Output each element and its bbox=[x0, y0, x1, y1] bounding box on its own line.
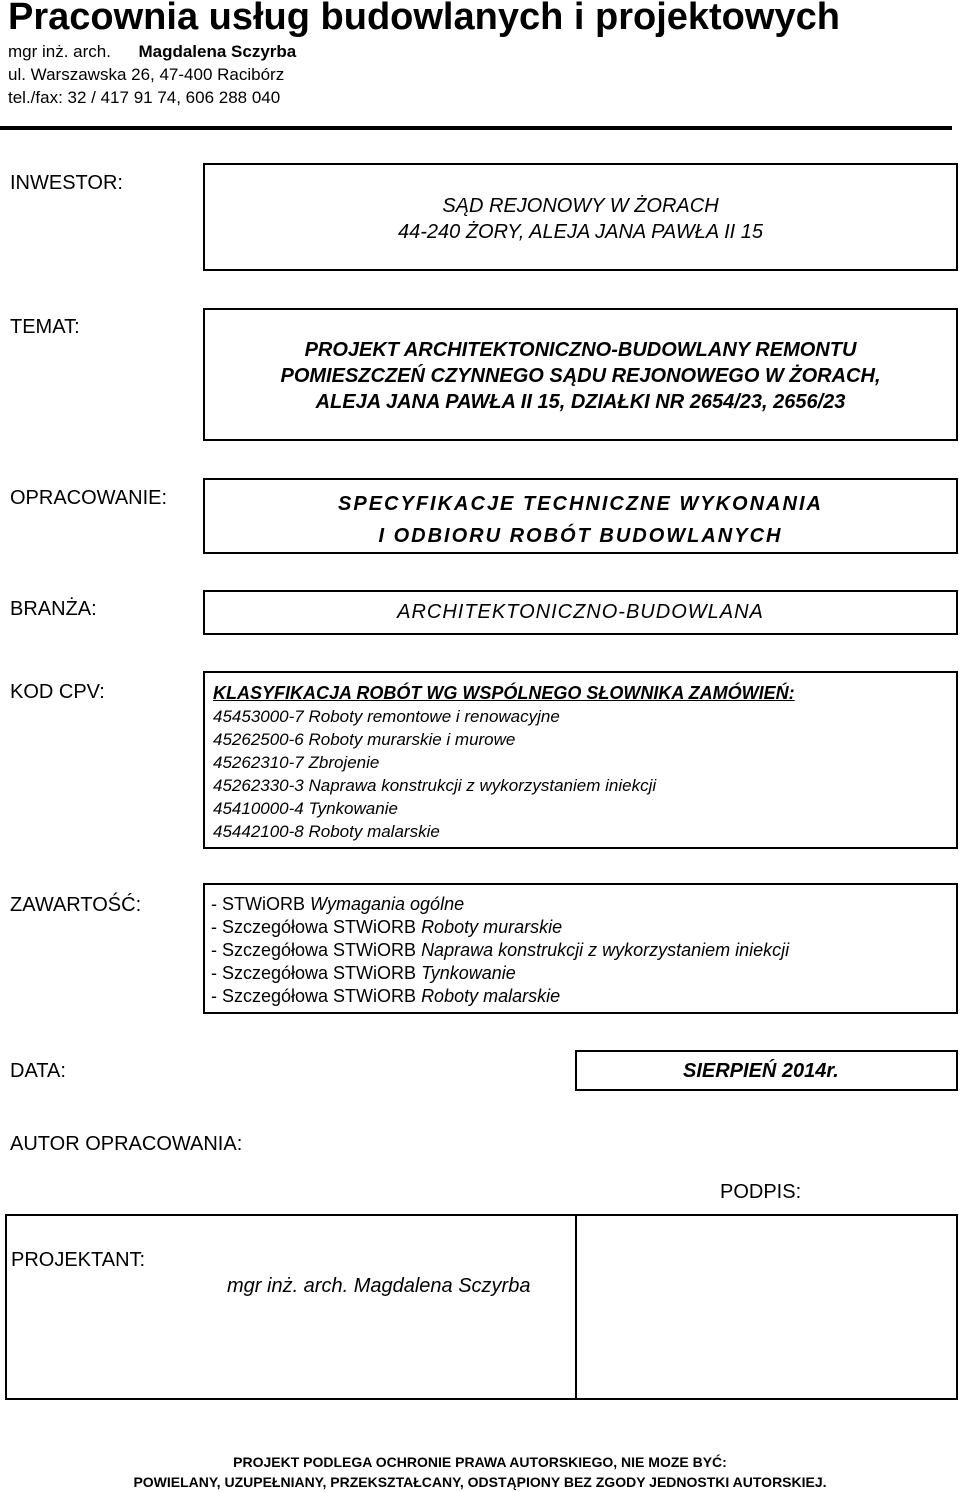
investor-name: SĄD REJONOWY W ŻORACH bbox=[442, 195, 719, 217]
cpv-item: 45262500-6 Roboty murarskie i murowe bbox=[213, 730, 516, 749]
date-box bbox=[575, 1050, 958, 1091]
contents-item: - STWiORB Wymagania ogólne bbox=[211, 894, 465, 914]
company-phone: tel./fax: 32 / 417 91 74, 606 288 040 bbox=[8, 88, 281, 107]
date-label: DATA: bbox=[10, 1060, 66, 1082]
designer-cell bbox=[7, 1216, 577, 1398]
branch-value: ARCHITEKTONICZNO-BUDOWLANA bbox=[397, 601, 764, 623]
authors-label: AUTOR OPRACOWANIA: bbox=[10, 1133, 243, 1155]
subject-line: POMIESZCZEŃ CZYNNEGO SĄDU REJONOWEGO W ŻORACH, bbox=[280, 365, 881, 387]
branch-box bbox=[203, 590, 958, 635]
study-box bbox=[203, 478, 958, 554]
company-author-prefix: mgr inż. arch. bbox=[8, 42, 111, 61]
contents-box bbox=[203, 883, 958, 1014]
subject-label: TEMAT: bbox=[10, 316, 80, 338]
contents-item: - Szczegółowa STWiORB Naprawa konstrukcji z wykorzystaniem iniekcji bbox=[211, 940, 790, 960]
company-author-name: Magdalena Sczyrba bbox=[138, 42, 297, 61]
cpv-label: KOD CPV: bbox=[10, 681, 105, 703]
company-address: ul. Warszawska 26, 47-400 Racibórz bbox=[8, 65, 285, 84]
date-value: SIERPIEŃ 2014r. bbox=[683, 1060, 839, 1082]
subject-box bbox=[203, 308, 958, 441]
cpv-item: 45453000-7 Roboty remontowe i renowacyjne bbox=[213, 707, 560, 726]
investor-label: INWESTOR: bbox=[10, 172, 123, 194]
investor-address: 44-240 ŻORY, ALEJA JANA PAWŁA II 15 bbox=[398, 221, 763, 243]
company-title: Pracownia usług budowlanych i projektowych bbox=[8, 0, 840, 38]
cpv-item: 45442100-8 Roboty malarskie bbox=[213, 822, 440, 841]
study-line: SPECYFIKACJE TECHNICZNE WYKONANIA bbox=[338, 493, 823, 515]
cpv-box bbox=[203, 671, 958, 849]
contents-item: - Szczegółowa STWiORB Roboty murarskie bbox=[211, 917, 563, 937]
study-label: OPRACOWANIE: bbox=[10, 487, 168, 509]
copyright-line-2: POWIELANY, UZUPEŁNIANY, PRZEKSZTAŁCANY, ODSTĄPIONY BEZ ZGODY JEDNOSTKI AUTORSKIEJ. bbox=[133, 1474, 827, 1490]
designer-box bbox=[5, 1214, 958, 1400]
signature-label: PODPIS: bbox=[720, 1181, 802, 1203]
branch-label: BRANŻA: bbox=[10, 598, 97, 620]
designer-name: mgr inż. arch. Magdalena Sczyrba bbox=[227, 1275, 531, 1297]
company-author-line bbox=[8, 42, 296, 62]
cpv-item: 45262310-7 Zbrojenie bbox=[213, 753, 380, 772]
designer-label: PROJEKTANT: bbox=[11, 1249, 146, 1271]
subject-line: ALEJA JANA PAWŁA II 15, DZIAŁKI NR 2654/23, 2656/23 bbox=[315, 391, 846, 413]
cpv-heading: KLASYFIKACJA ROBÓT WG WSPÓLNEGO SŁOWNIKA ZAMÓWIEŃ: bbox=[213, 683, 795, 703]
contents-item: - Szczegółowa STWiORB Tynkowanie bbox=[211, 963, 516, 983]
contents-label: ZAWARTOŚĆ: bbox=[10, 894, 142, 916]
header-divider bbox=[0, 126, 952, 130]
contents-item: - Szczegółowa STWiORB Roboty malarskie bbox=[211, 986, 561, 1006]
study-line: I ODBIORU ROBÓT BUDOWLANYCH bbox=[378, 525, 783, 547]
subject-line: PROJEKT ARCHITEKTONICZNO-BUDOWLANY REMONTU bbox=[304, 339, 857, 361]
cpv-item: 45262330-3 Naprawa konstrukcji z wykorzystaniem iniekcji bbox=[213, 776, 657, 795]
investor-box bbox=[203, 163, 958, 271]
copyright-line-1: PROJEKT PODLEGA OCHRONIE PRAWA AUTORSKIEGO, NIE MOZE BYĆ: bbox=[233, 1454, 727, 1470]
cpv-item: 45410000-4 Tynkowanie bbox=[213, 799, 398, 818]
